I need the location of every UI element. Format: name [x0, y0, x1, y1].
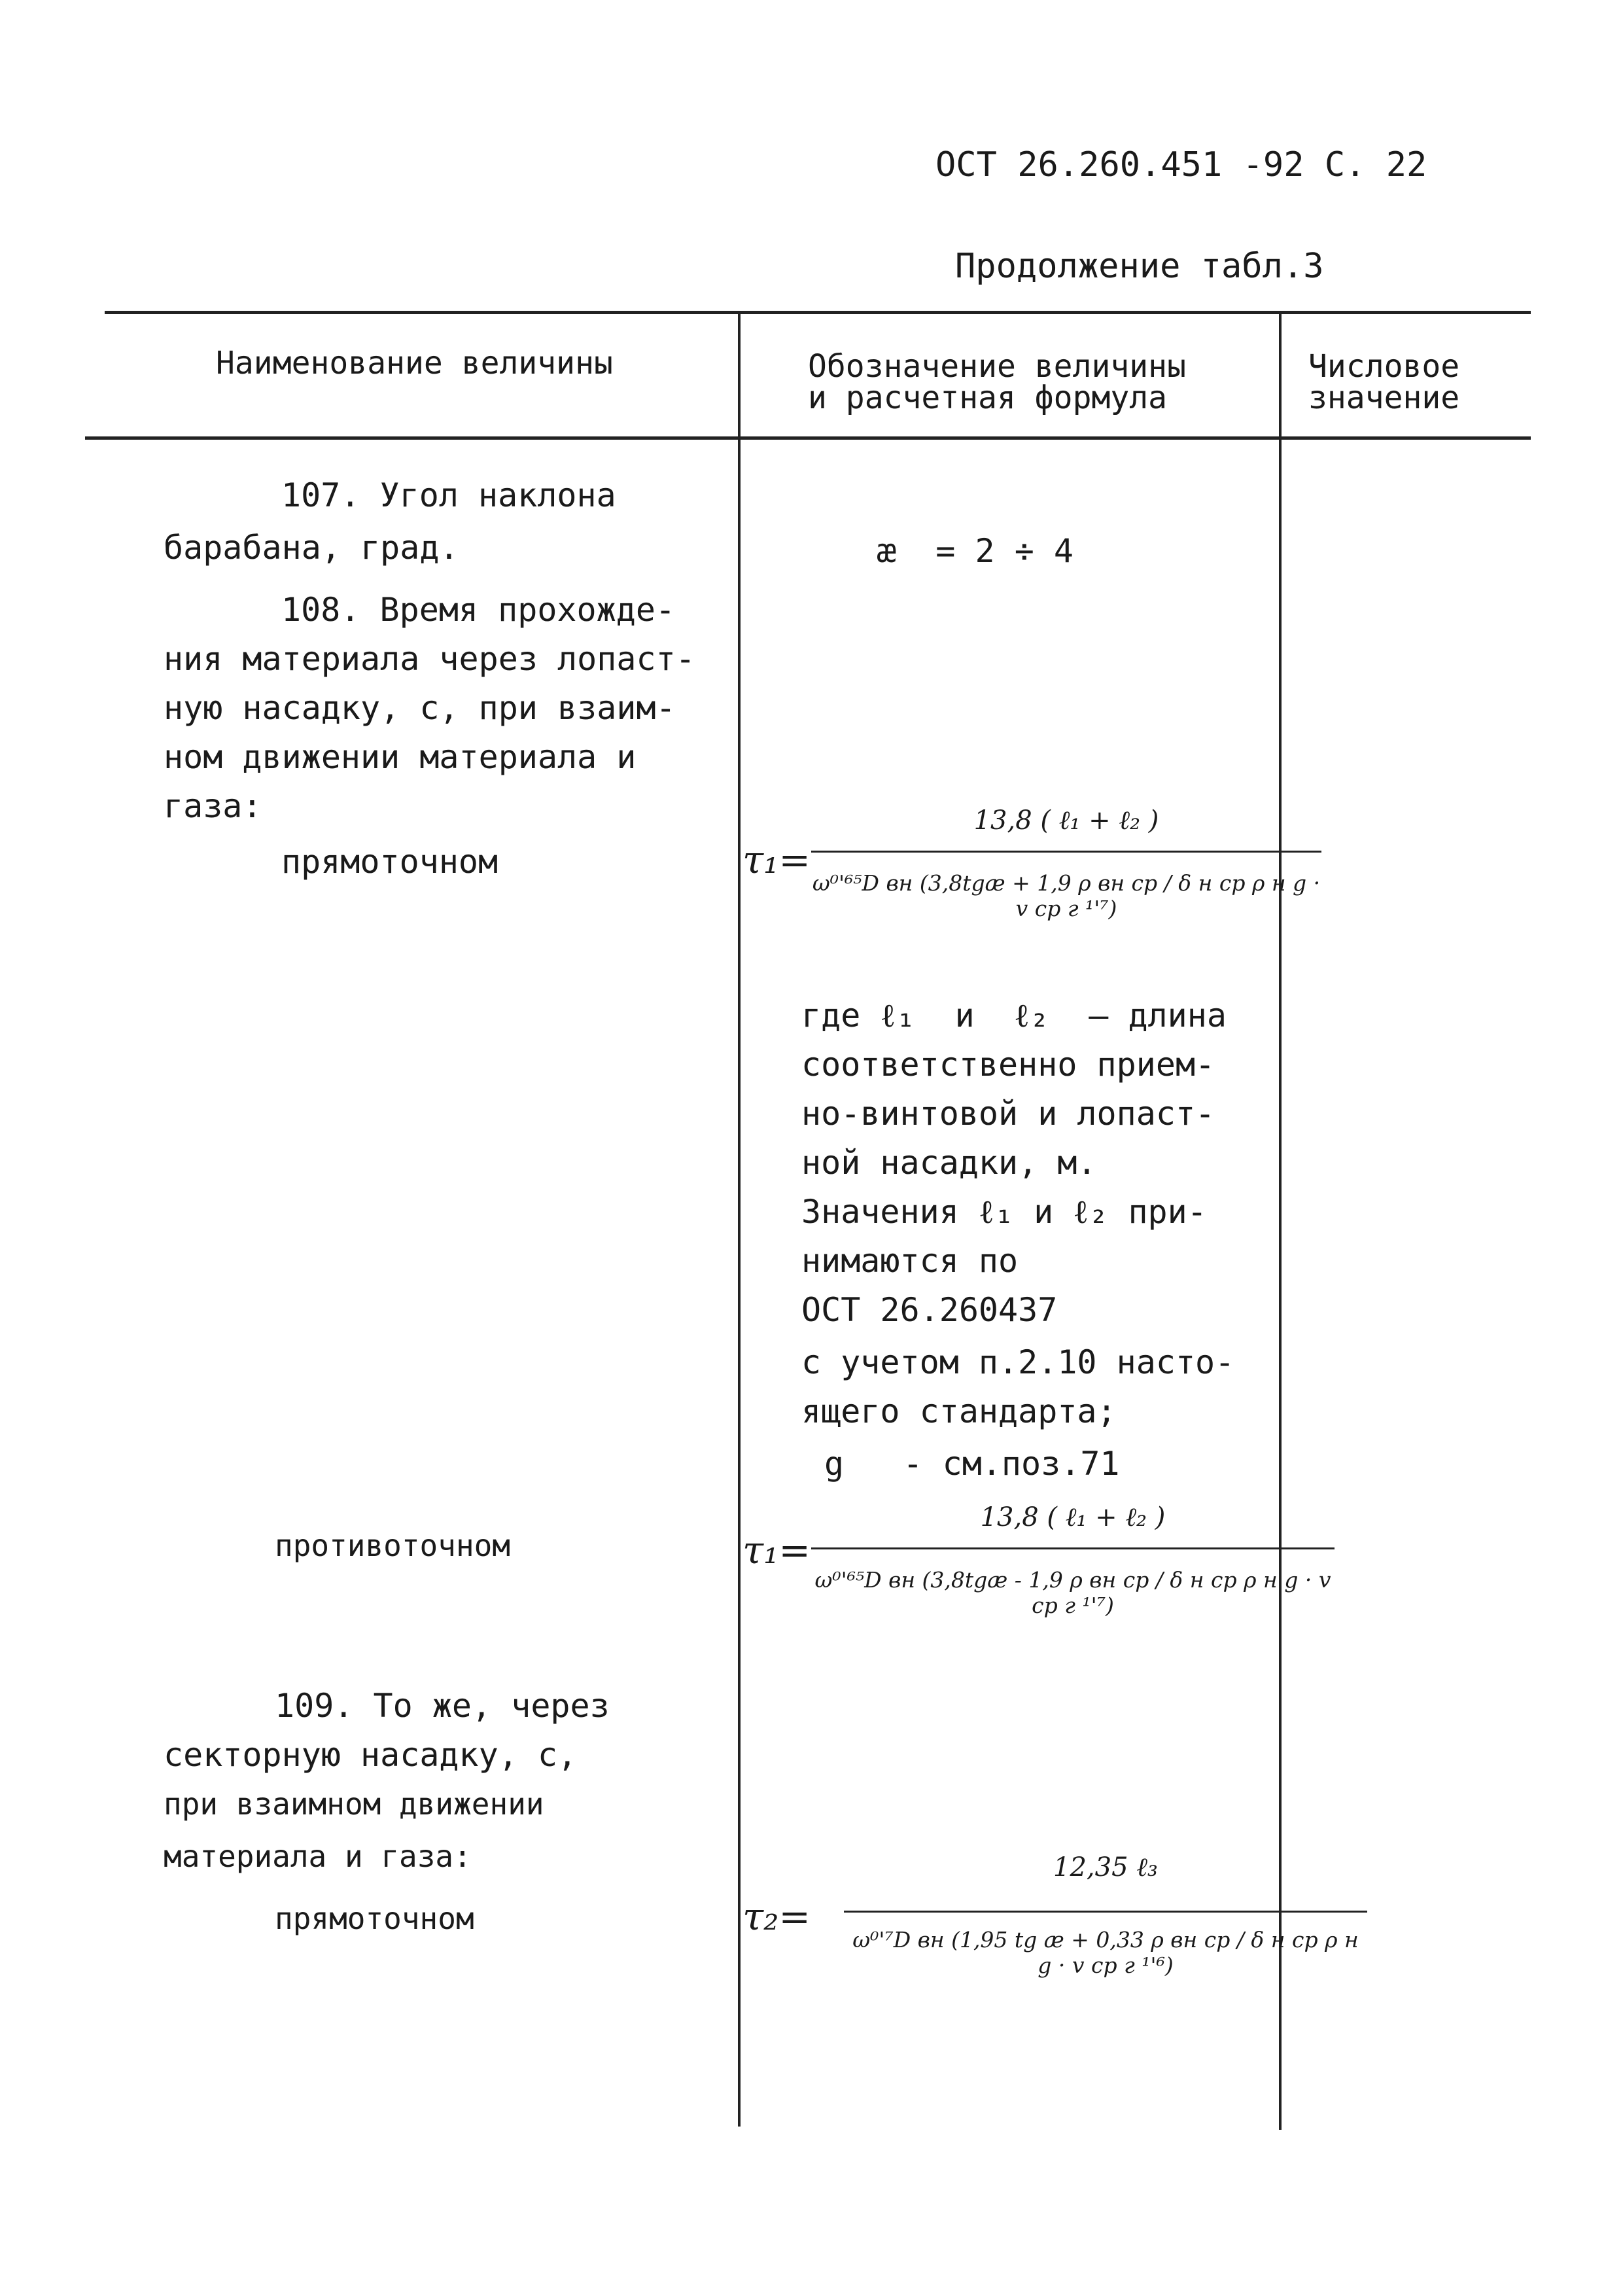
header-name-of-quantity: Наименование величины	[216, 345, 613, 381]
row-109-line4: материала и газа:	[164, 1839, 472, 1874]
row-108-line5: газа:	[164, 787, 262, 825]
row-108-co-current: прямоточном	[281, 843, 498, 881]
row-109-line2: секторную насадку, с,	[164, 1736, 578, 1774]
note-line3: но-винтовой и лопаст-	[801, 1095, 1215, 1133]
formula-3-numerator: 12,35 ℓ₃	[1053, 1852, 1158, 1882]
header-value-line2: значение	[1308, 380, 1460, 416]
table-top-rule	[105, 311, 1531, 314]
note-line6: нимаются по	[801, 1242, 1019, 1280]
row-107-line1: 107. Угол наклона	[281, 476, 616, 514]
formula-2-lhs: τ₁=	[742, 1528, 811, 1572]
formula-3-lhs: τ₂=	[742, 1894, 811, 1939]
formula-1-numerator: 13,8 ( ℓ₁ + ℓ₂ )	[973, 805, 1159, 836]
formula-2-numerator: 13,8 ( ℓ₁ + ℓ₂ )	[980, 1502, 1166, 1532]
formula-3-denominator: ω⁰'⁷D вн (1,95 tg æ + 0,33 ρ вн ср / δ н ср ρ н g · v ср г ¹'⁶)	[852, 1927, 1359, 1978]
row-109-co-current: прямоточном	[275, 1901, 474, 1936]
column-divider-1	[738, 311, 741, 2127]
formula-2-fraction-bar	[811, 1547, 1335, 1549]
row-107-line2: барабана, град.	[164, 529, 459, 567]
note-line5: Значения ℓ₁ и ℓ₂ при-	[801, 1193, 1207, 1231]
row-108-line4: ном движении материала и	[164, 738, 637, 776]
header-formula-line2: и расчетная формула	[808, 380, 1168, 416]
formula-2-denominator: ω⁰'⁶⁵D вн (3,8tgæ - 1,9 ρ вн ср / δ н ср ρ н g · v ср г ¹'⁷)	[814, 1567, 1331, 1618]
row-108-line2: ния материала через лопаст-	[164, 640, 695, 678]
table-header-rule	[85, 436, 1531, 440]
note-line8: с учетом п.2.10 насто-	[801, 1343, 1235, 1381]
row-108-line3: ную насадку, с, при взаим-	[164, 689, 676, 727]
row-109-line1: 109. То же, через	[275, 1687, 610, 1725]
table-continuation-label: Продолжение табл.3	[955, 247, 1324, 286]
document-code: ОСТ 26.260.451 -92 С. 22	[935, 145, 1427, 185]
row-107-formula: æ = 2 ÷ 4	[877, 532, 1074, 570]
formula-3-fraction-bar	[844, 1911, 1367, 1913]
row-109-line3: при взаимном движении	[164, 1786, 544, 1822]
header-value-line1: Числовое	[1308, 348, 1460, 385]
note-line7: ОСТ 26.260437	[801, 1291, 1058, 1329]
note-line10: g - см.поз.71	[824, 1445, 1120, 1483]
formula-1-lhs: τ₁=	[742, 838, 811, 882]
row-108-counter-current: противоточном	[275, 1528, 511, 1563]
note-line2: соответственно прием-	[801, 1046, 1215, 1084]
header-formula-line1: Обозначение величины	[808, 348, 1186, 385]
formula-1-fraction-bar	[811, 851, 1321, 853]
note-line1: где ℓ₁ и ℓ₂ – длина	[801, 997, 1227, 1034]
row-108-line1: 108. Время прохожде-	[281, 591, 676, 629]
note-line4: ной насадки, м.	[801, 1144, 1097, 1182]
formula-1-denominator: ω⁰'⁶⁵D вн (3,8tgæ + 1,9 ρ вн ср / δ н ср ρ н g · v ср г ¹'⁷)	[812, 870, 1321, 921]
note-line9: ящего стандарта;	[801, 1392, 1117, 1430]
